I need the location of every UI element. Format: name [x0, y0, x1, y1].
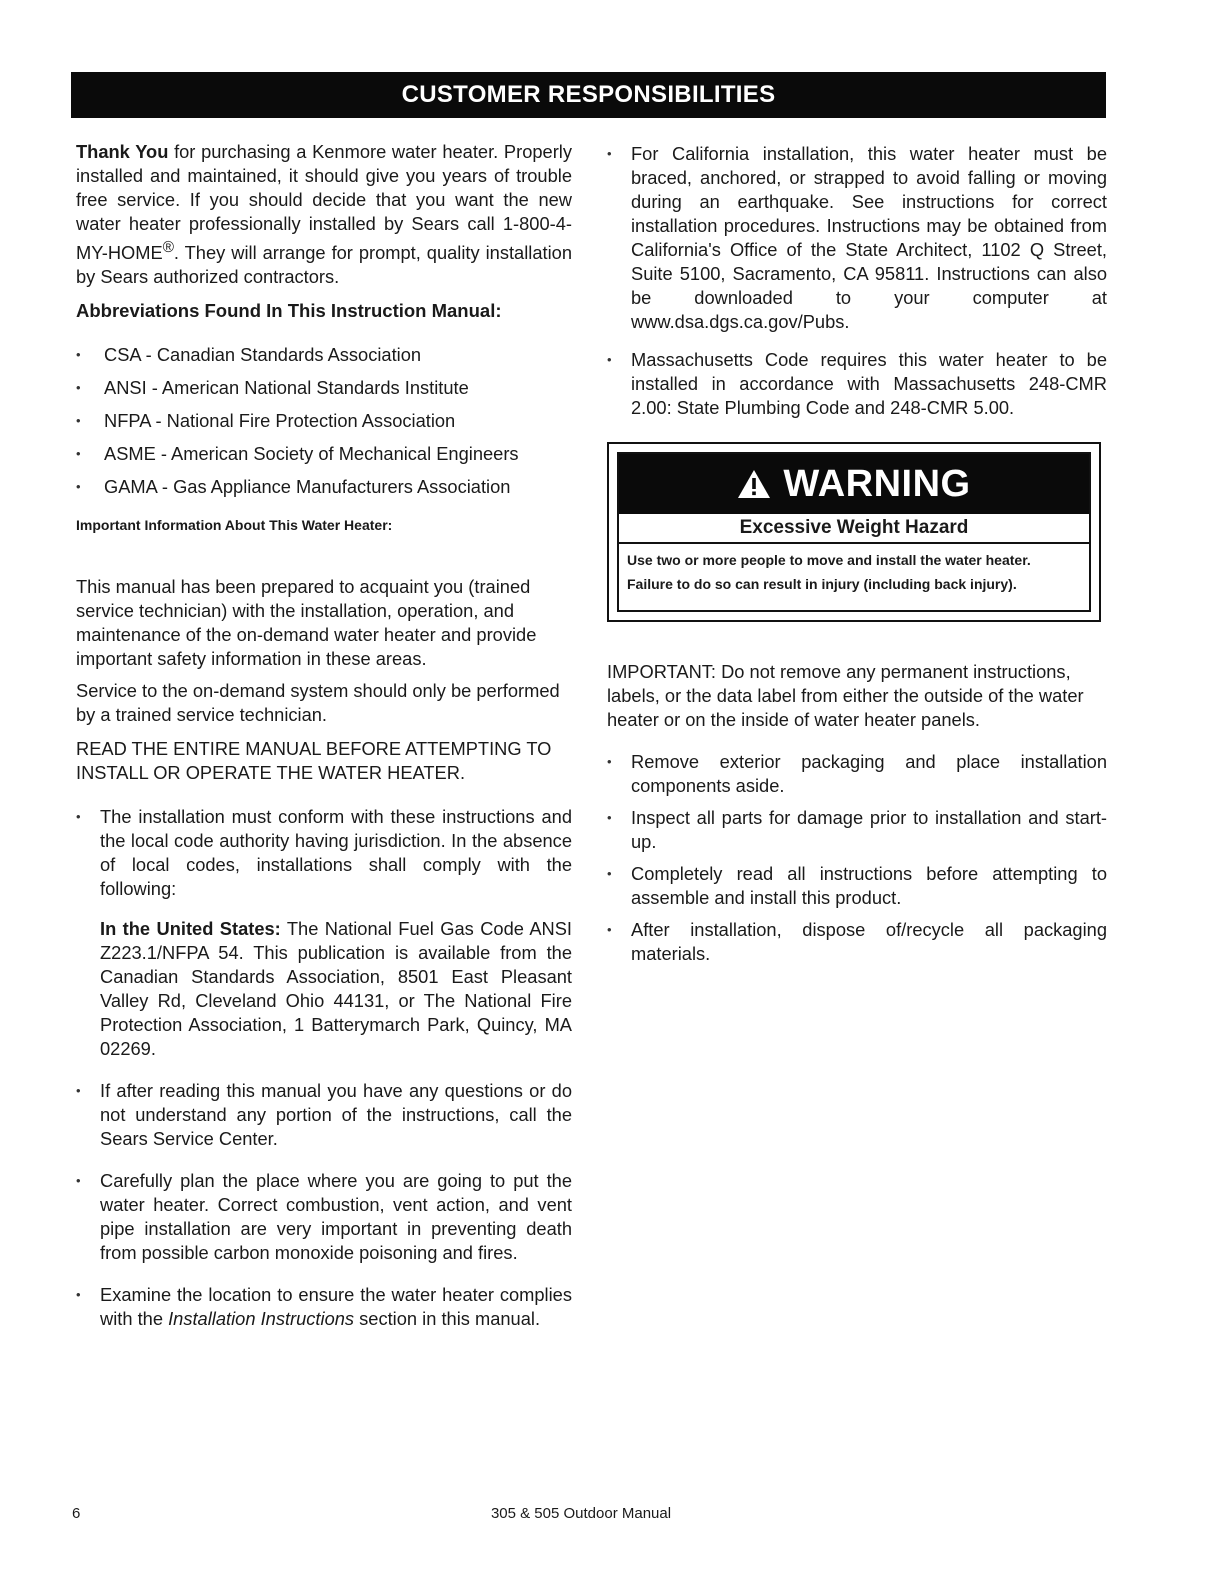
intro-bold: Thank You [76, 141, 169, 162]
warning-subtitle: Excessive Weight Hazard [619, 514, 1089, 544]
bullet-text: The installation must conform with these instructions and the local code authority having jurisdiction. In the absence of local codes, installations shall comply with the following: [100, 806, 572, 900]
read-manual-notice: READ THE ENTIRE MANUAL BEFORE ATTEMPTING TO INSTALL OR OPERATE THE WATER HEATER. [76, 738, 552, 784]
intro-text-1: for purchasing a Kenmore water heater. Properly installed and maintained, it should give you years of trouble free service. If you should decide that you want the new water heater professionally installed by Sears call 1-800-4-MY-HOME [76, 141, 572, 264]
bullet-text-a: Examine the location to ensure the water heater complies with the [100, 1284, 572, 1330]
list-item: • NFPA - National Fire Protection Association [76, 409, 572, 433]
section-title: CUSTOMER RESPONSIBILITIES [401, 81, 776, 108]
list-item: • For California installation, this water heater must be braced, anchored, or strapped to avoid falling or moving during an earthquake. See instructions for correct installation procedures. Instructions may be obtained from California's Office of the State Architect, 1102 Q Street, Suite 5100, Sacramento, CA 95811. Instructions can also be downloaded to your computer at www.dsa.dgs.ca.gov/Pubs. [607, 142, 1107, 334]
us-bold: In the United States: [100, 918, 281, 940]
list-item: • CSA - Canadian Standards Association [76, 343, 572, 367]
warning-box [607, 442, 1101, 622]
warning-line-2: Failure to do so can result in injury (including back injury). [627, 576, 1017, 592]
abbreviations-list [76, 343, 572, 499]
list-item: • If after reading this manual you have any questions or do not understand any portion of the instructions, call the Sears Service Center. [76, 1079, 572, 1151]
registered-mark: ® [162, 239, 174, 256]
important-notice: IMPORTANT: Do not remove any permanent instructions, labels, or the data label from either the outside of the water heater or on the inside of water heater panels. [607, 661, 1084, 730]
section-banner [71, 72, 1106, 118]
warning-title-bar [619, 454, 1089, 514]
page-number: 6 [72, 1505, 81, 1522]
abbreviations-heading: Abbreviations Found In This Instruction Manual: [76, 300, 502, 322]
list-item: • Carefully plan the place where you are going to put the water heater. Correct combustion, vent action, and vent pipe installation are very important in preventing death from possible carbon monoxide poisoning and fires. [76, 1169, 572, 1265]
service-paragraph: Service to the on-demand system should only be performed by a trained service technician. [76, 680, 560, 726]
warning-body [619, 544, 1089, 596]
list-item: • Inspect all parts for damage prior to installation and start-up. [607, 806, 1107, 854]
warning-inner [617, 452, 1091, 612]
us-code-paragraph [100, 917, 572, 1061]
left-column [76, 140, 572, 1349]
list-item: • Remove exterior packaging and place installation components aside. [607, 750, 1107, 798]
manual-purpose-paragraph: This manual has been prepared to acquaint you (trained service technician) with the installation, operation, and maintenance of the on-demand water heater and provide important safety information in these areas. [76, 576, 537, 670]
warning-title: WARNING [783, 463, 971, 505]
us-text: The National Fuel Gas Code ANSI Z223.1/NFPA 54. This publication is available from the Canadian Standards Association, 8501 East Pleasant Valley Rd, Cleveland Ohio 44131, or The National Fire Protection Association, 1 Batterymarch Park, Quincy, MA 02269. [100, 918, 572, 1060]
preparation-bullets [607, 750, 1107, 966]
right-column [607, 142, 1107, 974]
list-item: • Massachusetts Code requires this water heater to be installed in accordance with Massachusetts 248-CMR 2.00: State Plumbing Code and 248-CMR 5.00. [607, 348, 1107, 420]
intro-text-2: . They will arrange for prompt, quality installation by Sears authorized contractors. [76, 242, 572, 288]
intro-paragraph [76, 140, 572, 289]
list-item: • ASME - American Society of Mechanical Engineers [76, 442, 572, 466]
list-item: • GAMA - Gas Appliance Manufacturers Association [76, 475, 572, 499]
list-item: • Completely read all instructions before attempting to assemble and install this product. [607, 862, 1107, 910]
warning-triangle-icon [737, 469, 771, 499]
code-bullets [607, 142, 1107, 420]
list-item [76, 805, 572, 1061]
manual-title: 305 & 505 Outdoor Manual [490, 1505, 672, 1522]
list-item: • After installation, dispose of/recycle all packaging materials. [607, 918, 1107, 966]
info-heading: Important Information About This Water Heater: [76, 517, 393, 534]
warning-line-1: Use two or more people to move and install the water heater. [627, 552, 1031, 568]
list-item: • ANSI - American National Standards Institute [76, 376, 572, 400]
bullet-text-italic: Installation Instructions [168, 1308, 355, 1330]
installation-bullets [76, 805, 572, 1331]
bullet-text-b: section in this manual. [354, 1308, 541, 1330]
list-item [76, 1283, 572, 1331]
